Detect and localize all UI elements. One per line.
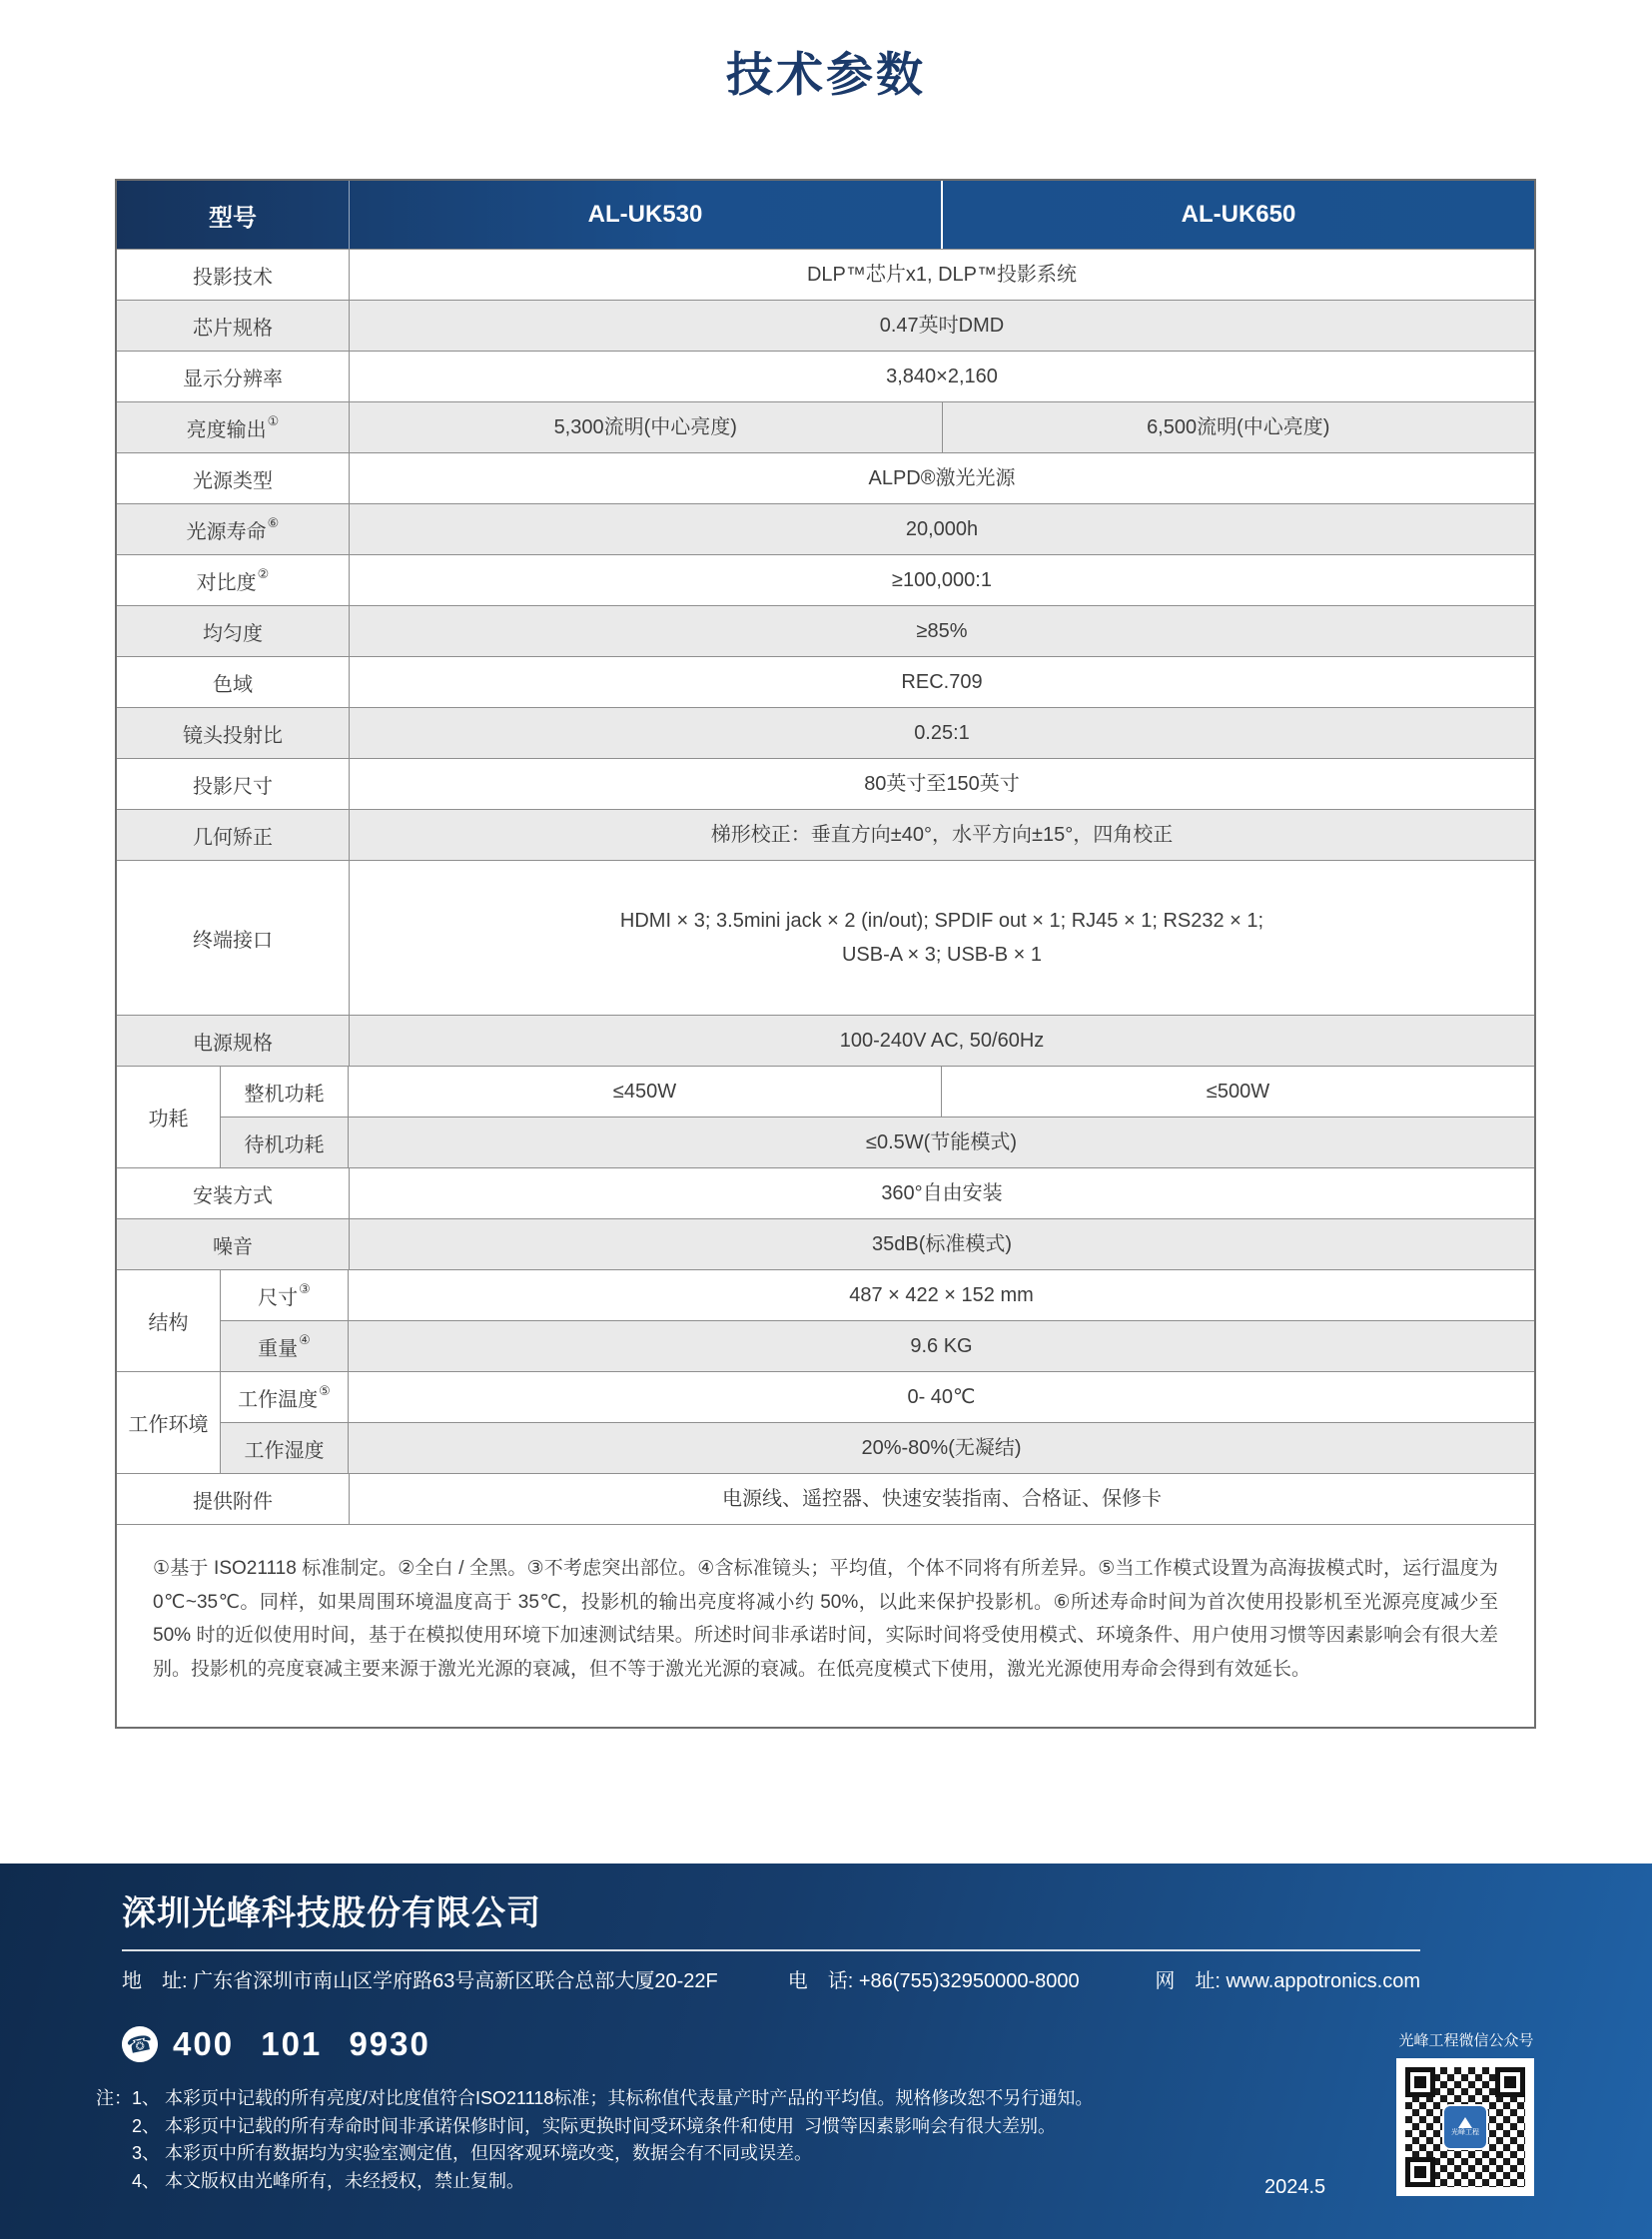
spec-value: 3,840×2,160 (886, 366, 998, 387)
spec-value: 20%-80%(无凝结) (861, 1437, 1022, 1459)
spec-label: 光源寿命 ⑥ (117, 504, 350, 554)
table-row (117, 249, 1534, 300)
table-row (117, 707, 1534, 758)
spec-values (350, 453, 1534, 503)
table-row (117, 809, 1534, 860)
spec-row-group (117, 1269, 1534, 1371)
spec-value: 6,500流明(中心亮度) (1147, 416, 1330, 438)
phone-value: +86(755)32950000-8000 (858, 1970, 1080, 1992)
spec-values (350, 606, 1534, 656)
spec-values (350, 810, 1534, 860)
spec-label: 提供附件 (117, 1474, 350, 1524)
brand-logo-icon (1442, 2104, 1488, 2150)
footer-inner (0, 1864, 1652, 2239)
table-row (117, 1015, 1534, 1066)
table-row (221, 1270, 1534, 1320)
logo-triangle-icon (1458, 2117, 1472, 2128)
spec-values (350, 1474, 1534, 1524)
footnote-ref: ② (257, 566, 270, 581)
spec-label: 亮度输出 ① (117, 402, 350, 452)
footnote-ref: ⑤ (319, 1383, 331, 1398)
table-row (117, 656, 1534, 707)
table-row (117, 605, 1534, 656)
spec-label: 噪音 (117, 1219, 350, 1269)
spec-value: 9.6 KG (910, 1335, 973, 1357)
spec-label: 终端接口 (117, 861, 350, 1015)
contact-row (122, 1964, 1420, 1993)
spec-values (349, 1423, 1534, 1473)
spec-label: 尺寸 ③ (221, 1270, 349, 1320)
spec-value: 0- 40℃ (907, 1386, 976, 1408)
spec-value: ≥85% (916, 620, 968, 642)
spec-label: 待机功耗 (221, 1118, 349, 1167)
spec-value: ≥100,000:1 (892, 569, 992, 591)
footnote-ref: ① (267, 413, 280, 428)
footer-note-line: 3、 本彩页中所有数据均为实验室测定值，但因客观环境改变，数据会有不同或误差。 (132, 2143, 813, 2163)
spec-label: 显示分辨率 (117, 352, 350, 401)
spec-label: 镜头投射比 (117, 708, 350, 758)
address-line (122, 1964, 718, 1993)
page-title: 技术参数 (726, 48, 926, 101)
spec-values (350, 555, 1534, 605)
spec-label: 工作湿度 (221, 1423, 349, 1473)
group-label: 工作环境 (117, 1372, 221, 1473)
spec-values (350, 708, 1534, 758)
wechat-label: 光峰工程微信公众号 (1398, 2032, 1534, 2049)
spec-label: 对比度 ② (117, 555, 350, 605)
publication-date: 2024.5 (1264, 2176, 1326, 2198)
group-rows (221, 1067, 1534, 1167)
spec-value: ≤0.5W(节能模式) (866, 1131, 1017, 1153)
wechat-qr-block (1396, 2029, 1536, 2196)
spec-value-line: HDMI × 3; 3.5mini jack × 2 (in/out); SPDIF out × 1; RJ45 × 1; RS232 × 1; (619, 910, 1264, 932)
website-label: 网 址: (1155, 1970, 1221, 1992)
footer-note-line: 2、 本彩页中记载的所有寿命时间非承诺保修时间，实际更换时间受环境条件和使用 习惯等因素影响会有很大差别。 (132, 2115, 1057, 2136)
qr-finder-icon (1405, 2157, 1435, 2187)
spec-value: DLP™芯片x1, DLP™投影系统 (806, 264, 1078, 286)
group-rows (221, 1270, 1534, 1371)
qr-code (1396, 2058, 1534, 2196)
footer-note-line: 4、 本文版权由光峰所有，未经授权，禁止复制。 (132, 2170, 525, 2191)
spec-values (350, 861, 1534, 1015)
table-row (221, 1422, 1534, 1473)
table-row (221, 1372, 1534, 1422)
spec-label: 色域 (117, 657, 350, 707)
spec-values (350, 402, 1534, 452)
table-row (117, 554, 1534, 605)
spec-value: 电源线、遥控器、快速安装指南、合格证、保修卡 (722, 1488, 1162, 1510)
table-row (117, 1473, 1534, 1524)
header-model-uk530: AL-UK530 (350, 181, 943, 249)
phone-line (788, 1964, 1080, 1993)
spec-table (115, 179, 1536, 1729)
spec-values (350, 1016, 1534, 1066)
phone-label: 电 话: (787, 1970, 854, 1992)
website-line (1155, 1964, 1420, 1993)
website-value: www.appotronics.com (1226, 1970, 1420, 1992)
spec-label: 安装方式 (117, 1168, 350, 1218)
footer-note-line: 1、 本彩页中记载的所有亮度/对比度值符合ISO21118标准；其标称值代表量产时产品的平均值。规格修改恕不另行通知。 (132, 2088, 1094, 2108)
qr-finder-icon (1495, 2067, 1525, 2097)
phone-icon: ☎ (119, 2023, 162, 2066)
qr-finder-icon (1405, 2067, 1435, 2097)
group-rows (221, 1372, 1534, 1473)
spec-value: ≤450W (349, 1067, 942, 1117)
table-row (117, 1167, 1534, 1218)
spec-value: ≤500W (1206, 1081, 1270, 1103)
spec-values (350, 1168, 1534, 1218)
spec-values (350, 657, 1534, 707)
table-row (221, 1067, 1534, 1117)
spec-label: 光源类型 (117, 453, 350, 503)
table-row (117, 351, 1534, 401)
spec-values (350, 504, 1534, 554)
spec-row-group (117, 1066, 1534, 1167)
spec-label: 电源规格 (117, 1016, 350, 1066)
spec-value: 梯形校正：垂直方向±40°，水平方向±15°，四角校正 (710, 824, 1174, 846)
address-label: 地 址: (122, 1970, 188, 1992)
spec-value: 35dB(标准模式) (871, 1233, 1013, 1255)
header-model-label: 型号 (117, 181, 350, 249)
table-row (117, 860, 1534, 1015)
spec-value: 20,000h (905, 518, 979, 540)
spec-value (350, 861, 1534, 1015)
address-value: 广东省深圳市南山区学府路63号高新区联合总部大厦20-22F (193, 1970, 718, 1992)
header-model-uk650: AL-UK650 (1181, 201, 1296, 228)
spec-value: 487 × 422 × 152 mm (849, 1284, 1034, 1306)
table-row (221, 1117, 1534, 1167)
spec-label: 工作温度 ⑤ (221, 1372, 349, 1422)
spec-label: 投影尺寸 (117, 759, 350, 809)
footnote-ref: ⑥ (267, 515, 280, 530)
spec-value: 80英寸至150英寸 (864, 773, 1020, 795)
table-row (221, 1320, 1534, 1371)
group-label: 功耗 (117, 1067, 221, 1167)
spec-values (349, 1067, 1534, 1117)
spec-label: 投影技术 (117, 250, 350, 300)
spec-label: 芯片规格 (117, 301, 350, 351)
table-row (117, 401, 1534, 452)
spec-label: 重量 ④ (221, 1321, 349, 1371)
table-header (117, 181, 1534, 249)
table-row (117, 1218, 1534, 1269)
spec-label: 均匀度 (117, 606, 350, 656)
page-footer (0, 1864, 1652, 2239)
footnote-ref: ③ (299, 1281, 311, 1296)
spec-value: 0.47英吋DMD (879, 315, 1005, 337)
footnote-ref: ④ (299, 1332, 311, 1347)
spec-values (350, 1219, 1534, 1269)
footer-divider (122, 1949, 1420, 1951)
company-name: 深圳光峰科技股份有限公司 (122, 1894, 541, 1932)
spec-values (350, 250, 1534, 300)
spec-row-group (117, 1371, 1534, 1473)
spec-value: REC.709 (901, 671, 983, 693)
spec-values (350, 759, 1534, 809)
spec-value: ALPD®激光光源 (868, 467, 1016, 489)
table-row (117, 758, 1534, 809)
table-footnote: ①基于 ISO21118 标准制定。②全白 / 全黑。③不考虑突出部位。④含标准镜头；平均值，个体不同将有所差异。⑤当工作模式设置为高海拔模式时，运行温度为 0℃~35℃。同样，如果周围环境温度高于 35℃，投影机的输出亮度将减小约 50%，以此来保护投影机。⑥所述寿命时间为首次使用投影机至光源亮度减少至 50% 时的近似使用时间，基于在模拟使用环境下加速测试结果。所述时间非承诺时间，实际时间将受使用模式、环境条件、用户使用习惯等因素影响会有很大差别。投影机的亮度衰减主要来源于激光光源的衰减，但不等于激光光源的衰减。在低亮度模式下使用，激光光源使用寿命会得到有效延长。 (117, 1524, 1534, 1727)
spec-values (349, 1270, 1534, 1320)
notes-label: 注： (96, 2088, 132, 2108)
hotline-number: 400 101 9930 (173, 2025, 430, 2062)
spec-values (349, 1321, 1534, 1371)
spec-value: 360°自由安装 (881, 1182, 1003, 1204)
group-label: 结构 (117, 1270, 221, 1371)
spec-value: 100-240V AC, 50/60Hz (839, 1030, 1045, 1052)
spec-values (349, 1372, 1534, 1422)
table-row (117, 300, 1534, 351)
spec-values (349, 1118, 1534, 1167)
spec-value: 5,300流明(中心亮度) (350, 402, 943, 452)
spec-value: 0.25:1 (914, 722, 970, 744)
table-row (117, 503, 1534, 554)
spec-label: 整机功耗 (221, 1067, 349, 1117)
spec-values (350, 301, 1534, 351)
footer-notes-list (132, 2085, 1093, 2195)
spec-values (350, 352, 1534, 401)
spec-value-line: USB-A × 3; USB-B × 1 (841, 944, 1043, 966)
logo-text: 光峰工程 (1451, 2129, 1479, 2136)
spec-table-body (117, 249, 1534, 1524)
spec-label: 几何矫正 (117, 810, 350, 860)
table-row (117, 452, 1534, 503)
hotline-row (122, 2025, 1536, 2063)
